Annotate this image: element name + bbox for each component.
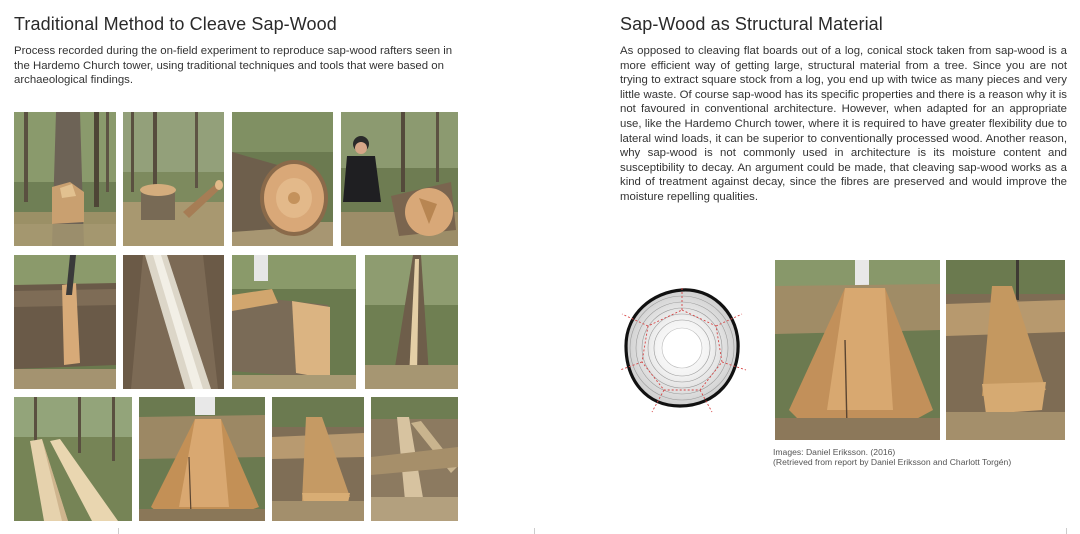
photo-rafter-large-closeup <box>775 260 940 440</box>
image-credit-caption <box>773 447 1011 468</box>
photo-log-cross-section <box>232 112 333 246</box>
photo-cleaved-rafter-closeup <box>139 397 265 521</box>
photo-split-log-perspective <box>365 255 458 389</box>
log-cross-section-diagram <box>618 282 748 414</box>
caption-line-2: (Retrieved from report by Daniel Eriksson and Charlott Torgén) <box>773 457 1012 468</box>
left-page-title: Traditional Method to Cleave Sap-Wood <box>14 14 337 34</box>
photo-rafter-end-view <box>946 260 1065 440</box>
left-page-description: Process recorded during the on-field experiment to reproduce sap-wood rafters seen in the Hardemo Church tower, using traditional techniques and tools that were based on archaeological findings. <box>14 45 453 87</box>
right-page-description: As opposed to cleaving flat boards out of a log, conical stock taken from sap-wood is a more efficient way of getting large, structural material from a tree. Since you are not trying to extract square stock from a log, you end up with twice as many pieces and very little waste. Of course sap-wood has its specific properties and there is a reason why it is not favoured in conventional architecture. However, when adapted for an appropriate use, like the Hardemo Church tower, where it is required to have greater flexibility due to lateral wind loads, it can be superior to conventionally processed wood. Another reason, why sap-wood is not commonly used in architecture is its moisture content and susceptibility to decay. An argument could be made, that cleaving sap-wood works as a kind of treatment against decay, since the fibres are preserved and would improve the moisture repelling qualities. <box>620 45 1067 203</box>
page-crop-mark <box>1066 528 1067 534</box>
caption-line-1: Images: Daniel Eriksson. (2016) <box>773 447 896 457</box>
photo-cleaved-log-halves <box>232 255 356 389</box>
photo-felled-stump <box>123 112 224 246</box>
page-crop-mark <box>534 528 535 534</box>
photo-wedge-in-log <box>14 255 116 389</box>
photo-rafters-on-woodpile <box>371 397 458 521</box>
right-page <box>540 0 1080 534</box>
photo-notched-tree-trunk <box>14 112 116 246</box>
right-page-title: Sap-Wood as Structural Material <box>620 14 883 34</box>
photo-worker-splitting-log <box>341 112 458 246</box>
photo-two-rafters-forest <box>14 397 132 521</box>
photo-split-log-top-view <box>123 255 224 389</box>
page-crop-mark <box>118 528 119 534</box>
photo-rafter-on-chips <box>272 397 364 521</box>
